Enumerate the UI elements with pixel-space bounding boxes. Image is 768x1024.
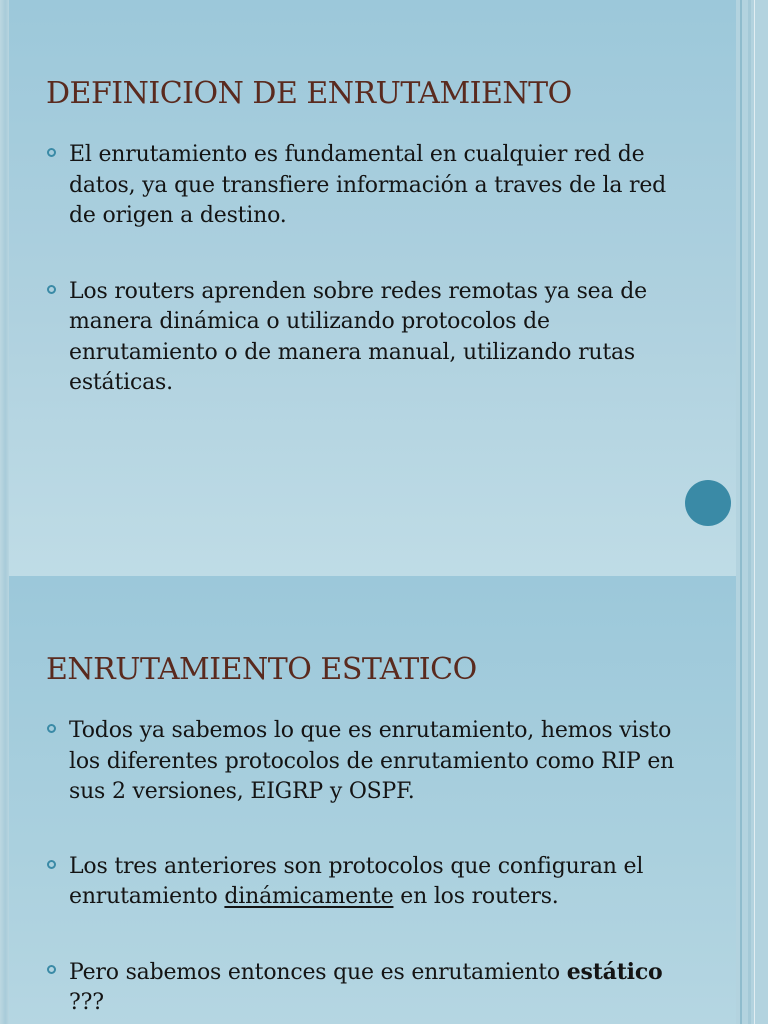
bullet-ring-icon [47, 860, 56, 869]
bullet-text-start: Los tres anteriores son protocolos que configuran el enrutamiento [69, 853, 644, 909]
bullet-list [46, 716, 686, 1019]
bullet-text-end: ??? [69, 990, 104, 1015]
bullet-item [46, 140, 686, 232]
underlined-term: dinámicamente [224, 884, 394, 909]
bullet-text-end: en los routers. [393, 884, 559, 909]
left-edge-decoration [0, 0, 9, 576]
bullet-ring-icon [47, 285, 56, 294]
slide-title: ENRUTAMIENTO ESTATICO [46, 652, 477, 687]
bullet-list [46, 140, 686, 399]
bold-term: estático [566, 958, 663, 985]
slide-2 [0, 576, 768, 1024]
right-edge-decoration [736, 576, 768, 1024]
bullet-ring-icon [47, 965, 56, 974]
bullet-item [46, 716, 686, 808]
accent-circle-icon [685, 480, 731, 526]
bullet-text: Los routers aprenden sobre redes remotas ya sea de manera dinámica o utilizando protocolos de enrutamiento o de manera manual, utilizando rutas estáticas. [69, 278, 647, 395]
bullet-text: Todos ya sabemos lo que es enrutamiento, hemos visto los diferentes protocolos de enrutamiento como RIP en sus 2 versiones, EIGRP y OSPF. [69, 718, 675, 804]
bullet-item [46, 852, 686, 913]
bullet-text-start: Pero sabemos entonces que es enrutamiento [69, 959, 567, 985]
right-edge-decoration [736, 0, 768, 576]
bullet-item [46, 957, 686, 1019]
bullet-text: El enrutamiento es fundamental en cualquier red de datos, ya que transfiere información a traves de la red de origen a destino. [69, 142, 667, 228]
left-edge-decoration [0, 576, 9, 1024]
bullet-ring-icon [47, 724, 56, 733]
bullet-ring-icon [47, 148, 56, 157]
slide-title: DEFINICION DE ENRUTAMIENTO [46, 76, 572, 111]
bullet-item [46, 277, 686, 399]
